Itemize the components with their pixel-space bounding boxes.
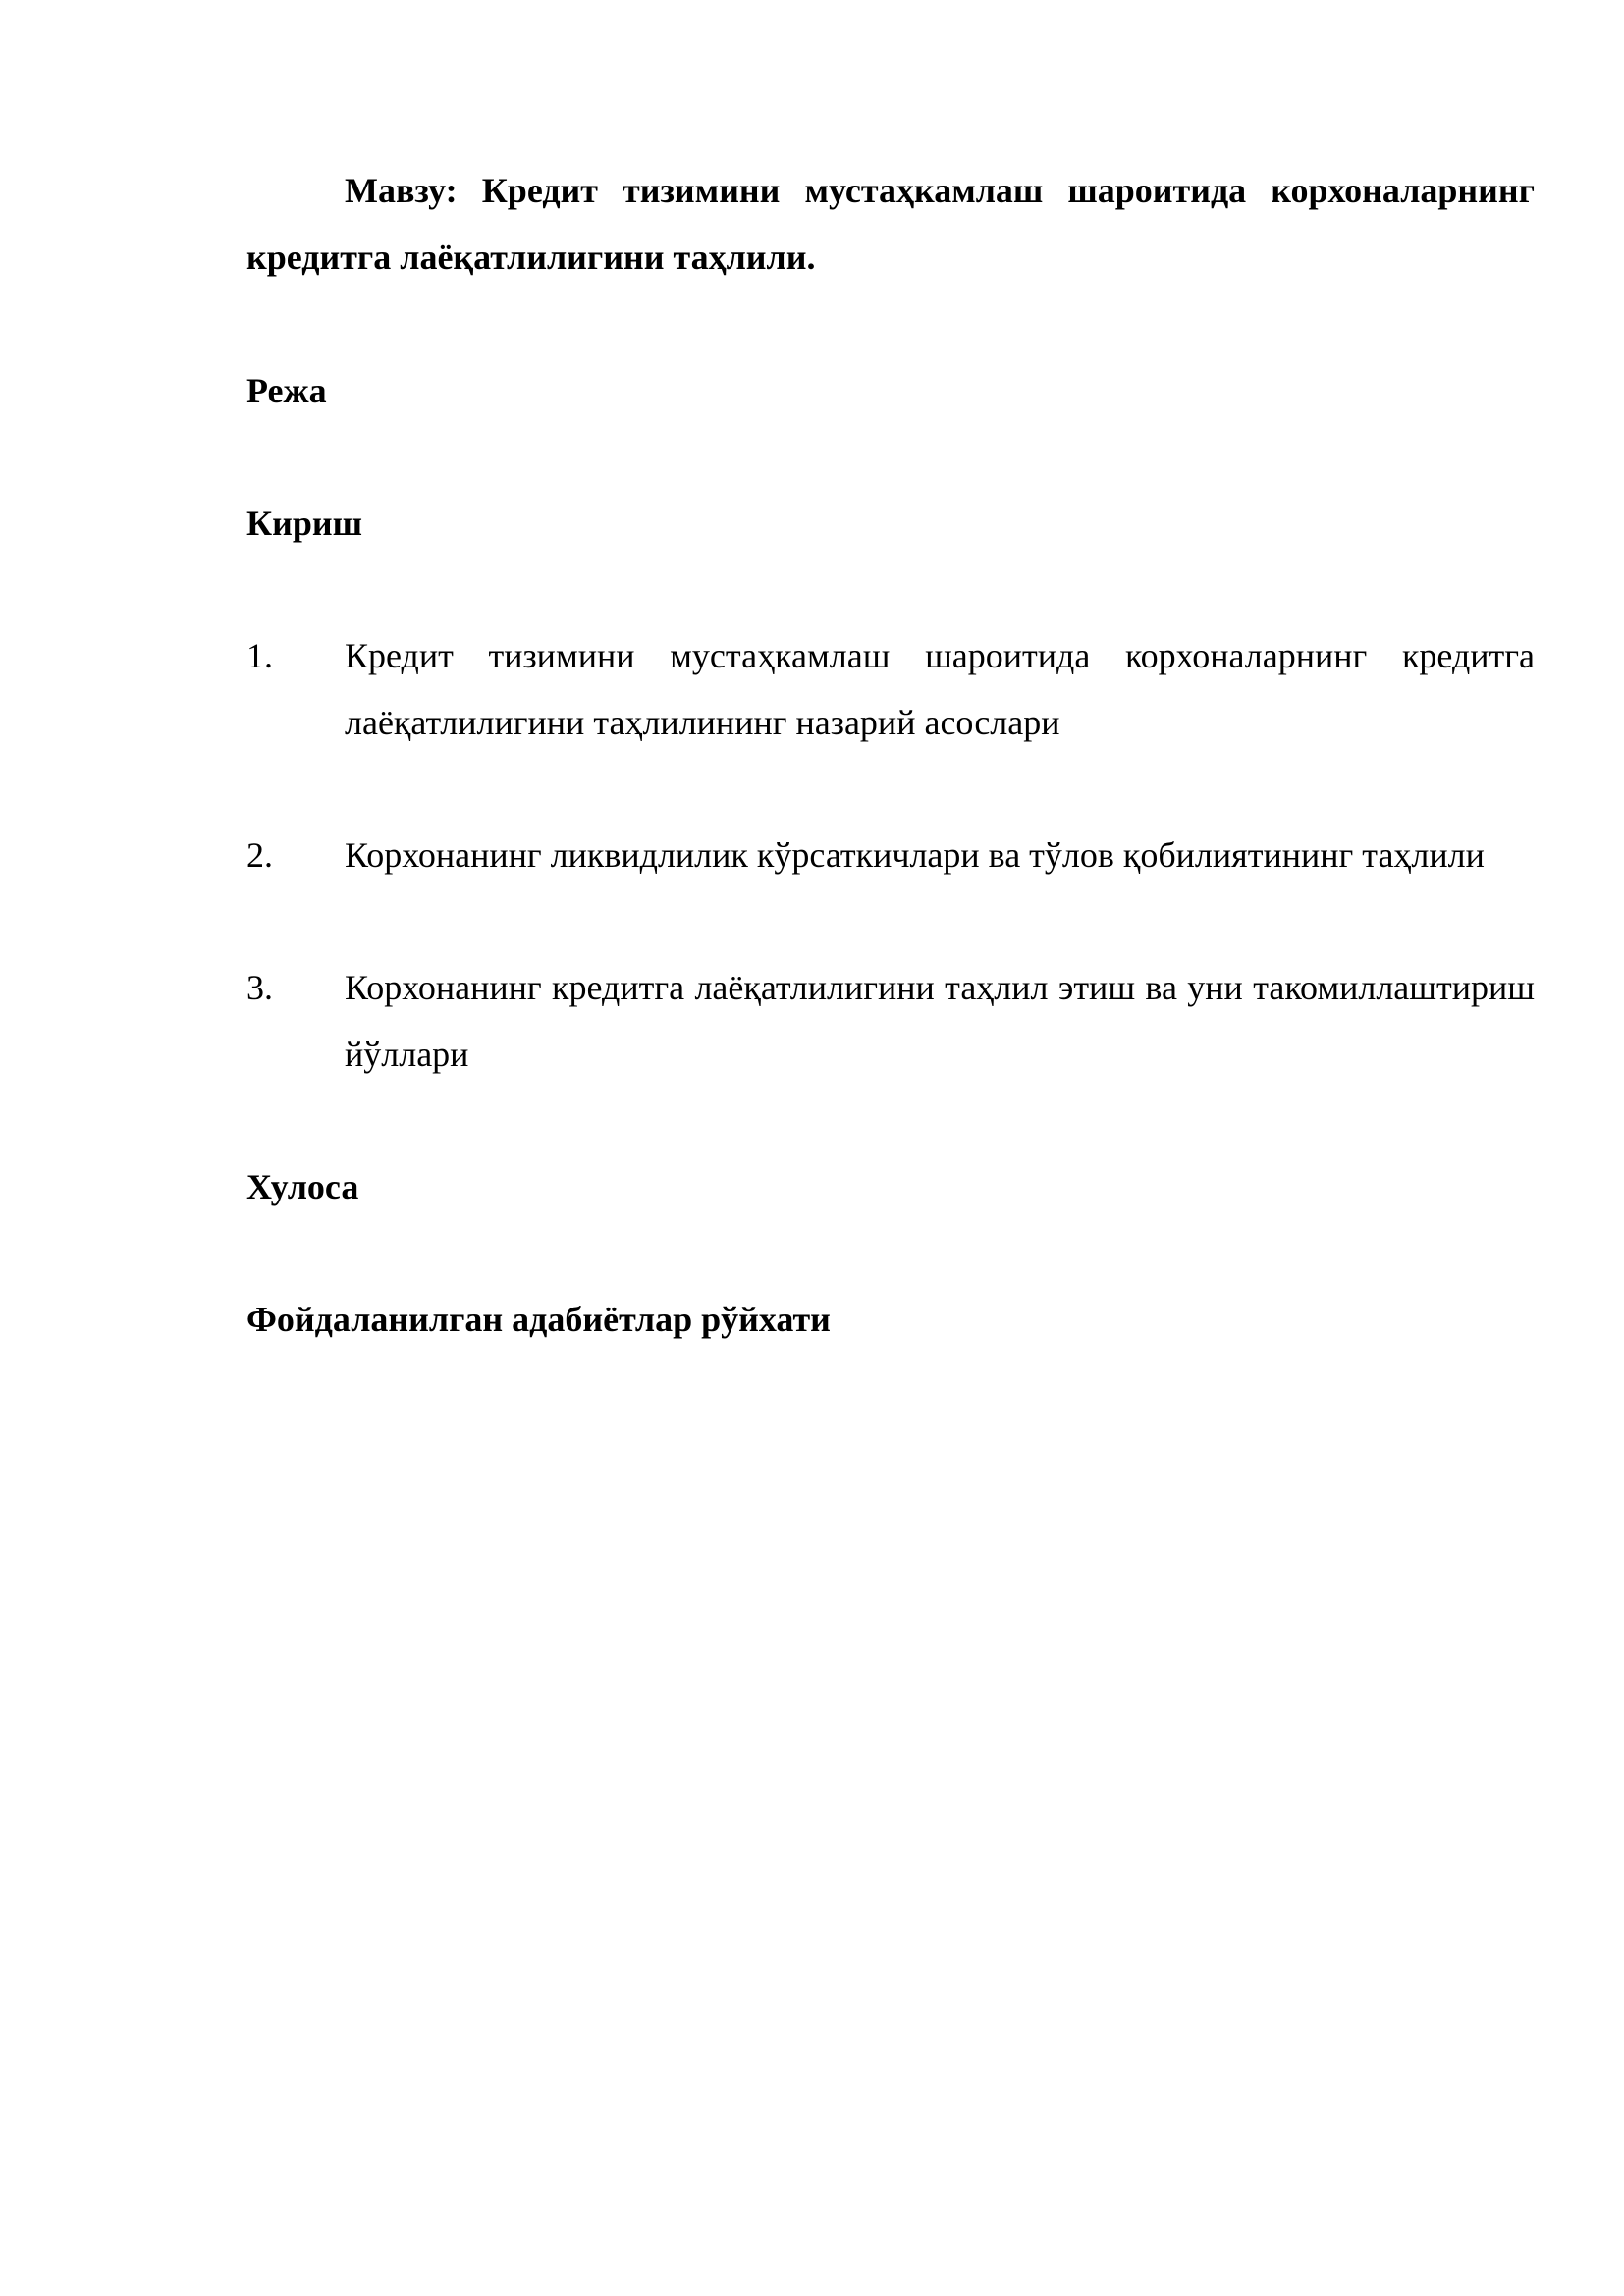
plan-item-number: 3. <box>246 968 273 1007</box>
plan-item-3 <box>246 954 1535 1088</box>
spacer <box>246 1220 1535 1286</box>
plan-item-number: 1. <box>246 636 273 675</box>
plan-item-text: Кредит тизимини мустаҳкамлаш шароитида корхоналарнинг кредитга лаёқатлилигини таҳлилининг назарий асослари <box>345 636 1535 742</box>
plan-item-text: Корхонанинг кредитга лаёқатлилигини таҳлил этиш ва уни такомиллаштириш йўллари <box>345 968 1535 1074</box>
document-title: Мавзу: Кредит тизимини мустаҳкамлаш шароитида корхоналарнинг кредитга лаёқатлилигини таҳлили. <box>246 171 1535 277</box>
spacer <box>246 291 1535 357</box>
conclusion-heading: Хулоса <box>246 1167 359 1206</box>
spacer <box>246 1088 1535 1153</box>
plan-item-2 <box>246 822 1535 888</box>
spacer <box>246 888 1535 954</box>
spacer <box>246 424 1535 490</box>
plan-heading: Режа <box>246 371 327 410</box>
plan-item-number: 2. <box>246 835 273 875</box>
document-content <box>246 157 1535 1353</box>
spacer <box>246 756 1535 822</box>
references-heading: Фойдаланилган адабиётлар рўйхати <box>246 1300 831 1339</box>
intro-heading: Кириш <box>246 504 363 543</box>
plan-item-1 <box>246 622 1535 756</box>
spacer <box>246 557 1535 622</box>
plan-item-text: Корхонанинг ликвидлилик кўрсаткичлари ва тўлов қобилиятининг таҳлили <box>345 835 1485 875</box>
